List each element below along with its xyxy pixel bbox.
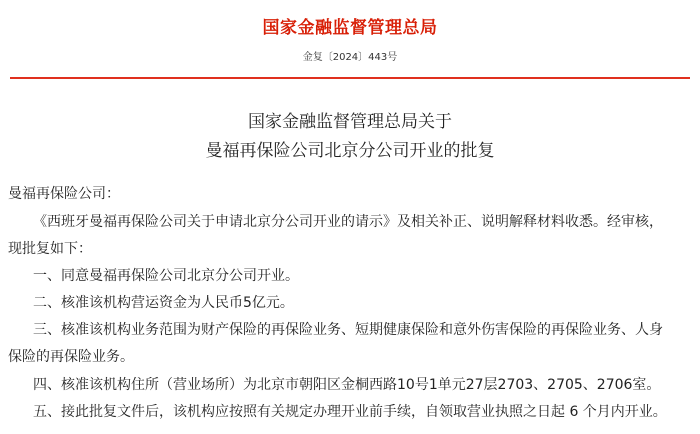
approval-item-1: 一、同意曼福再保险公司北京分公司开业。 xyxy=(33,268,299,284)
document-number: 金复〔2024〕443号 xyxy=(302,52,398,63)
red-divider-line xyxy=(10,77,690,79)
issuing-authority-title: 国家金融监督管理总局 xyxy=(262,18,438,38)
intro-paragraph-line-1: 《西班牙曼福再保险公司关于申请北京分公司开业的请示》及相关补正、说明解释材料收悉。经审核， xyxy=(33,214,663,230)
approval-item-3-line-1: 三、核准该机构业务范围为财产保险的再保险业务、短期健康保险和意外伤害保险的再保险业务、人身 xyxy=(33,322,663,338)
intro-paragraph-line-2: 现批复如下： xyxy=(8,241,92,257)
salutation: 曼福再保险公司： xyxy=(8,186,120,202)
approval-item-2: 二、核准该机构营运资金为人民币5亿元。 xyxy=(33,295,294,311)
document-title-line-1: 国家金融监督管理总局关于 xyxy=(248,112,452,132)
approval-item-4: 四、核准该机构住所（营业场所）为北京市朝阳区金桐西路10号1单元27层2703、2705、2706室。 xyxy=(33,377,661,393)
document-title-line-2: 曼福再保险公司北京分公司开业的批复 xyxy=(205,141,495,161)
approval-item-3-line-2: 保险的再保险业务。 xyxy=(8,349,134,365)
approval-item-5: 五、接此批复文件后，该机构应按照有关规定办理开业前手续，自领取营业执照之日起 6 个月内开业。 xyxy=(33,404,667,420)
